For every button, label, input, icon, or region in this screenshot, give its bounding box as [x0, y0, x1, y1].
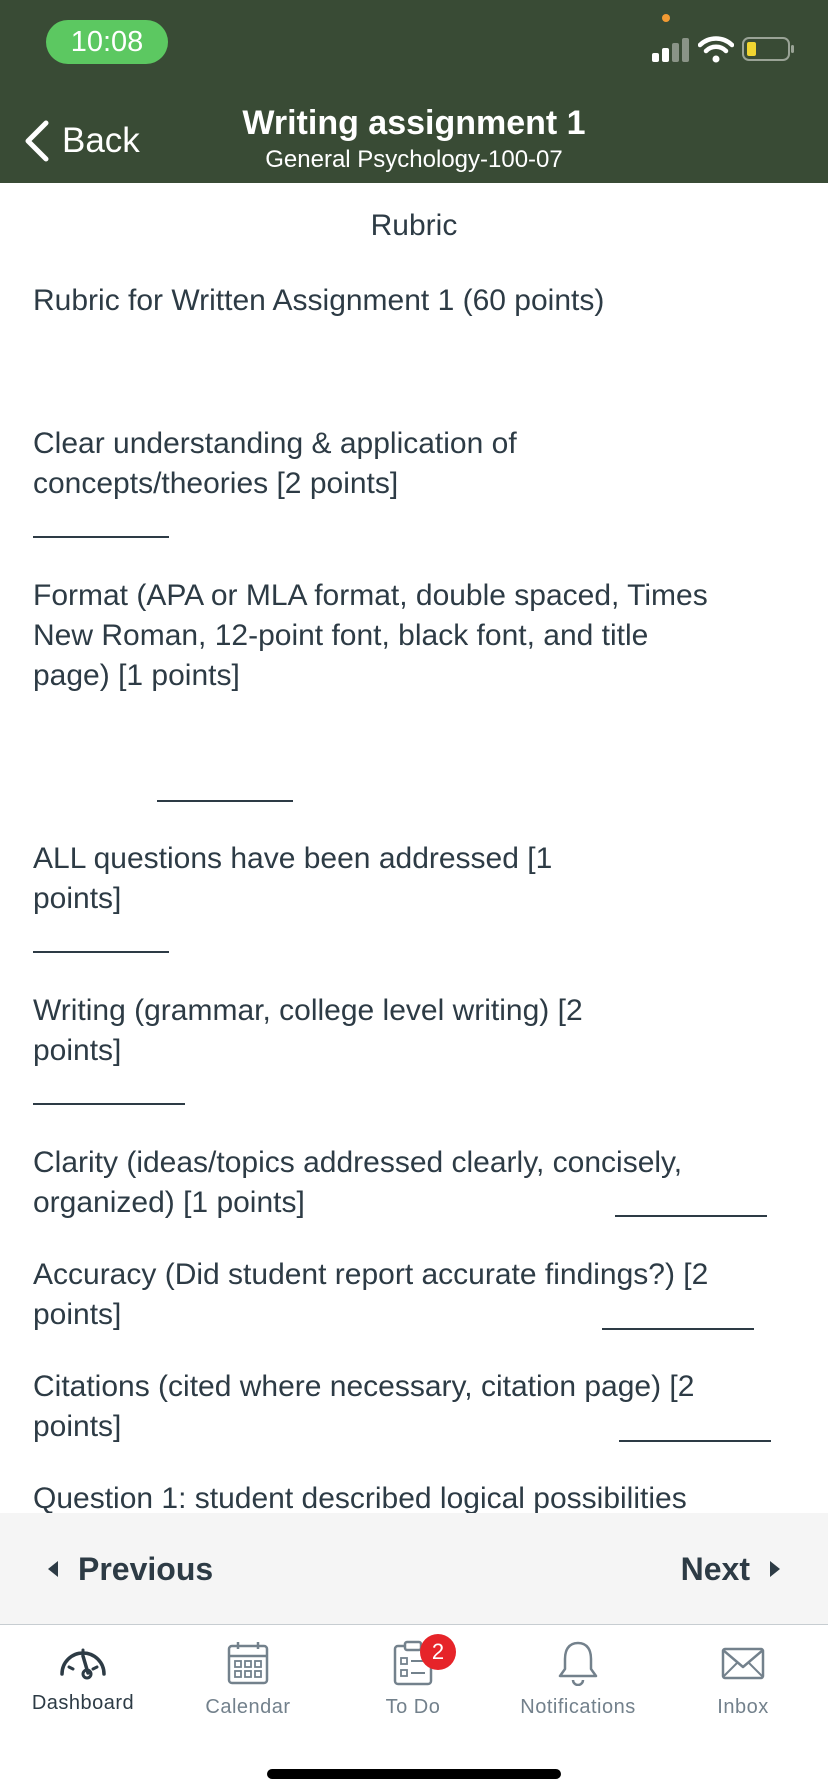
home-indicator[interactable] — [267, 1769, 561, 1779]
tab-bar — [0, 1626, 828, 1792]
calendar-icon — [226, 1640, 270, 1686]
score-blank — [615, 1215, 767, 1217]
dashboard-icon — [57, 1640, 109, 1682]
course-subtitle: General Psychology-100-07 — [265, 146, 563, 173]
score-blank — [619, 1440, 771, 1442]
caret-left-icon — [48, 1561, 58, 1577]
pager-bar — [0, 1513, 828, 1625]
rubric-content[interactable] — [0, 183, 828, 1513]
wifi-icon — [698, 34, 734, 64]
score-blank — [33, 1103, 185, 1105]
battery-icon — [742, 36, 796, 62]
previous-label: Previous — [78, 1550, 214, 1587]
score-blank — [33, 951, 169, 953]
rubric-item-text: Accuracy (Did student report accurate findings?) [2 — [33, 1258, 709, 1291]
tab-label: Notifications — [520, 1696, 636, 1718]
back-label: Back — [62, 121, 140, 160]
tab-inbox[interactable] — [660, 1640, 826, 1730]
tab-dashboard[interactable] — [0, 1640, 166, 1730]
rubric-item-text: Format (APA or MLA format, double spaced, Times — [33, 579, 708, 612]
section-title: Rubric — [370, 209, 458, 242]
page-title: Writing assignment 1 — [242, 104, 586, 142]
rubric-item-text: concepts/theories [2 points] — [33, 467, 399, 500]
envelope-icon — [720, 1640, 766, 1686]
app-header — [0, 0, 828, 183]
bell-icon — [556, 1640, 600, 1686]
cellular-signal-icon — [652, 36, 690, 62]
rubric-item-text: points] — [33, 1410, 122, 1443]
next-button[interactable] — [681, 1513, 780, 1625]
rubric-item-text: points] — [33, 1034, 122, 1067]
rubric-item-text: Writing (grammar, college level writing) [2 — [33, 994, 583, 1027]
status-time: 10:08 — [46, 20, 168, 64]
rubric-item-text: organized) [1 points] — [33, 1186, 305, 1219]
rubric-heading: Rubric for Written Assignment 1 (60 points) — [33, 284, 605, 317]
rubric-item-text: ALL questions have been addressed [1 — [33, 842, 553, 875]
rubric-item-text: points] — [33, 882, 122, 915]
rubric-item-text: points] — [33, 1298, 122, 1331]
rubric-item-text: Question 1: student described logical possibilities — [33, 1482, 687, 1513]
caret-right-icon — [770, 1561, 780, 1577]
privacy-indicator-dot — [662, 14, 670, 22]
rubric-item-text: Clarity (ideas/topics addressed clearly, concisely, — [33, 1146, 683, 1179]
rubric-item-text: page) [1 points] — [33, 659, 240, 692]
score-blank — [157, 800, 293, 802]
tab-notifications[interactable] — [495, 1640, 661, 1730]
rubric-item-text: Citations (cited where necessary, citation page) [2 — [33, 1370, 695, 1403]
tab-label: Dashboard — [31, 1692, 135, 1714]
tab-todo[interactable] — [330, 1640, 496, 1730]
previous-button[interactable] — [48, 1513, 213, 1625]
todo-count-badge: 2 — [420, 1634, 456, 1670]
rubric-item-text: New Roman, 12-point font, black font, and title — [33, 619, 649, 652]
tab-label: To Do — [385, 1696, 441, 1718]
rubric-item-text: Clear understanding & application of — [33, 427, 517, 460]
tab-label: Calendar — [205, 1696, 291, 1718]
score-blank — [33, 536, 169, 538]
score-blank — [602, 1328, 754, 1330]
tab-label: Inbox — [717, 1696, 769, 1718]
next-label: Next — [680, 1550, 750, 1587]
tab-calendar[interactable] — [165, 1640, 331, 1730]
